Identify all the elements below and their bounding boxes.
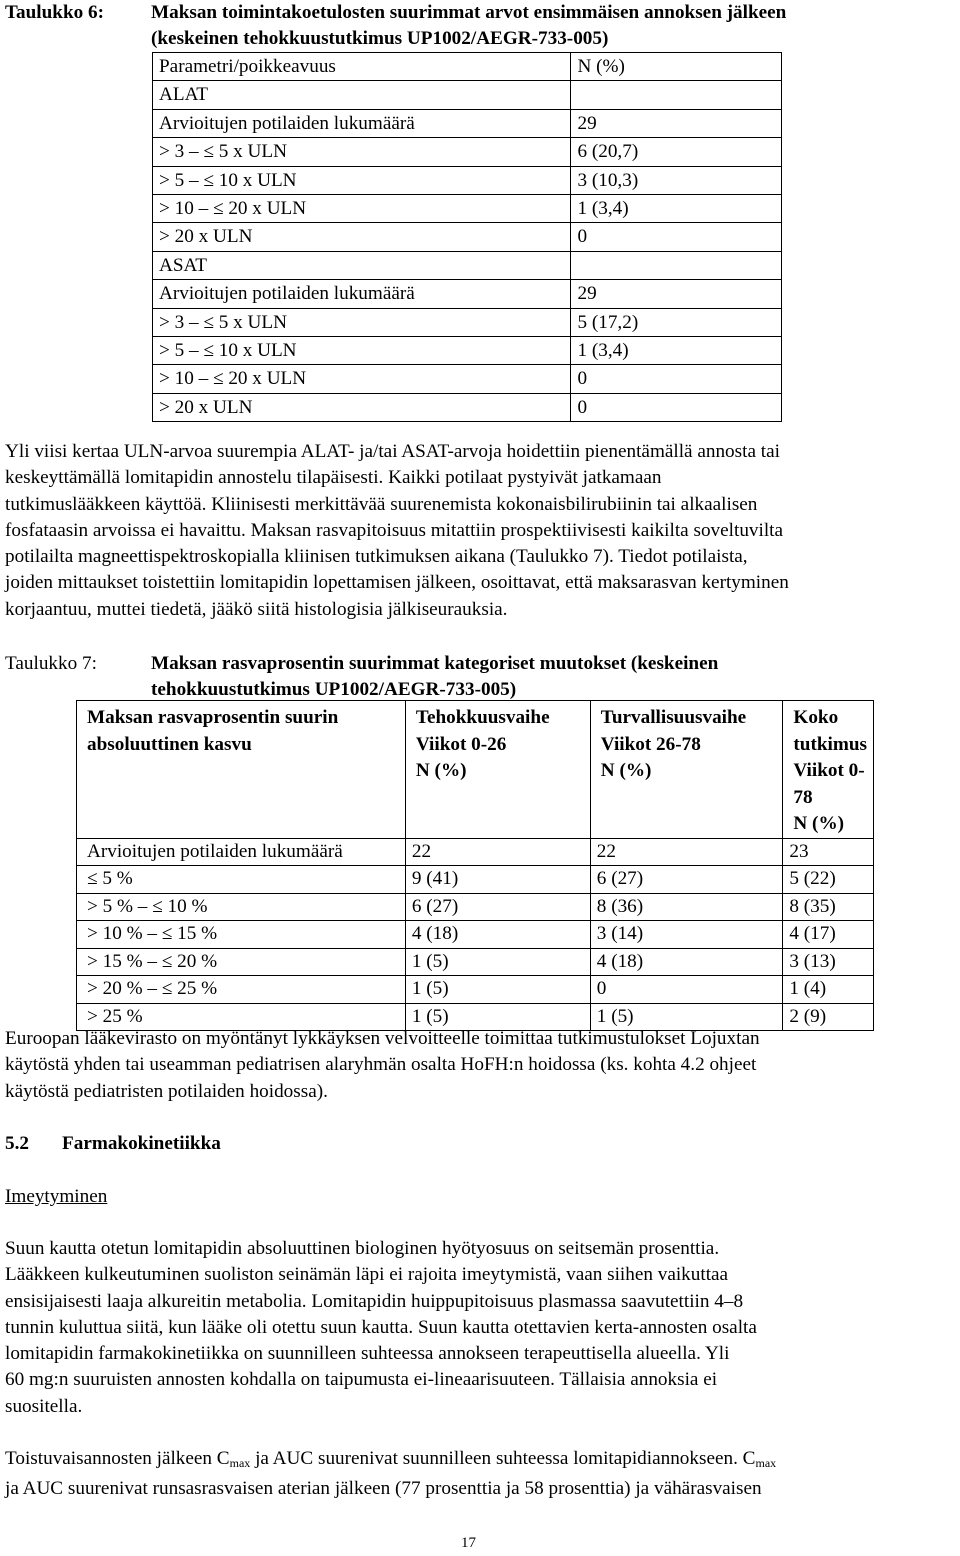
table6-title-line: Maksan toimintakoetulosten suurimmat arvot ensimmäisen annoksen jälkeen xyxy=(151,2,787,23)
text-line: korjaantuu, muttei tiedetä, jääkö siitä histologisia jälkiseurauksia. xyxy=(5,598,508,620)
table-cell-parameter: > 5 – ≤ 10 x ULN xyxy=(153,336,571,364)
table-row xyxy=(153,166,782,194)
table-cell-parameter: ASAT xyxy=(153,251,571,279)
table-cell-value: 6 (20,7) xyxy=(571,138,782,166)
text-line: Euroopan lääkevirasto on myöntänyt lykkäyksen velvoitteelle toimittaa tutkimustulokset Lojuxtan xyxy=(5,1028,760,1049)
table-cell-parameter: > 20 x ULN xyxy=(153,393,571,421)
table-cell-parameter: > 5 – ≤ 10 x ULN xyxy=(153,166,571,194)
section-heading xyxy=(5,1131,221,1157)
table-cell-value xyxy=(571,251,782,279)
table-row xyxy=(77,948,874,976)
table7-title-line: tehokkuustutkimus UP1002/AEGR-733-005) xyxy=(151,679,517,700)
table-cell-value xyxy=(571,81,782,109)
table-cell-value: 4 (18) xyxy=(405,921,590,949)
table-cell-value: N (%) xyxy=(571,53,782,81)
text-line: 60 mg:n suuruisten annosten kohdalla on taipumusta ei-lineaarisuuteen. Tällaisia annoksia ei xyxy=(5,1369,718,1391)
table-row xyxy=(153,308,782,336)
text-line: keskeyttämällä lomitapidin annostelu tilapäisesti. Kaikki potilaat pystyivät jatkamaan xyxy=(5,467,662,489)
table-cell-value: 5 (22) xyxy=(783,866,874,894)
text-line: Suun kautta otetun lomitapidin absoluuttinen biologinen hyötyosuus on seitsemän prosenttia. xyxy=(5,1238,720,1259)
table-cell-value: 6 (27) xyxy=(405,893,590,921)
table6 xyxy=(152,52,782,422)
table-cell-parameter: Arvioitujen potilaiden lukumäärä xyxy=(153,280,571,308)
text-line: joiden mittaukset toistettiin lomitapidin lopettamisen jälkeen, osoittavat, että maksarasvan kertyminen xyxy=(5,572,789,594)
text-line: suositella. xyxy=(5,1395,83,1417)
paragraph-pediatric-deferral xyxy=(5,1026,945,1105)
table-cell-category: > 5 % – ≤ 10 % xyxy=(77,893,406,921)
table-cell-value: 4 (17) xyxy=(783,921,874,949)
table-cell-category: > 10 % – ≤ 15 % xyxy=(77,921,406,949)
table-cell-parameter: > 3 – ≤ 5 x ULN xyxy=(153,308,571,336)
table-row xyxy=(153,194,782,222)
table-cell-parameter: > 10 – ≤ 20 x ULN xyxy=(153,194,571,222)
subheading-absorption: Imeytyminen xyxy=(5,1186,108,1207)
table-header-cell: Turvallisuusvaihe Viikot 26-78 N (%) xyxy=(590,701,783,839)
table-cell-parameter: Parametri/poikkeavuus xyxy=(153,53,571,81)
paragraph-liver-findings xyxy=(5,439,945,623)
table-cell-category: > 25 % xyxy=(77,1003,406,1031)
table-row xyxy=(77,976,874,1004)
table-cell-value: 29 xyxy=(571,109,782,137)
table-cell-parameter: > 3 – ≤ 5 x ULN xyxy=(153,138,571,166)
table-header-cell: Maksan rasvaprosentin suurin absoluuttinen kasvu xyxy=(77,701,406,839)
table-cell-value: 29 xyxy=(571,280,782,308)
table-row xyxy=(77,921,874,949)
table-cell-value: 1 (3,4) xyxy=(571,336,782,364)
table-row xyxy=(77,838,874,866)
table-cell-value: 9 (41) xyxy=(405,866,590,894)
section-title: Farmakokinetiikka xyxy=(62,1133,221,1154)
text-line: tunnin kuluttua siitä, kun lääke oli otettu suun kautta. Suun kautta otettavien kerta-annosten osalta xyxy=(5,1316,757,1338)
table6-caption xyxy=(5,0,945,56)
paragraph-repeat-dosing: Toistuvaisannosten jälkeen $C_{max}$ ja AUC suurenivat suunnilleen suhteessa lomitapidiannokseen. $C_{max}$ ja AUC suurenivat runsasrasvaisen aterian jälkeen (77 prosenttia ja 58 prosenttia) ja vähärasvaisen xyxy=(5,1448,777,1500)
table-cell-value: 2 (9) xyxy=(783,1003,874,1031)
table-cell-category: > 15 % – ≤ 20 % xyxy=(77,948,406,976)
table-cell-value: 8 (35) xyxy=(783,893,874,921)
table-row xyxy=(153,365,782,393)
table-cell-value: 1 (5) xyxy=(405,948,590,976)
table6-label: Taulukko 6: xyxy=(5,2,105,23)
text-line: fosfataasin arvoissa ei havaittu. Maksan rasvapitoisuus mitattiin prospektiivisesti kaikilta soveltuvilta xyxy=(5,519,784,541)
text-line: ensisijaisesti laaja alkureitin metabolia. Lomitapidin huippupitoisuus plasmassa saavutettiin 4–8 xyxy=(5,1290,744,1312)
table-cell-value: 23 xyxy=(783,838,874,866)
table-cell-value: 1 (5) xyxy=(590,1003,783,1031)
table-cell-value: 0 xyxy=(590,976,783,1004)
table-row xyxy=(77,893,874,921)
table-cell-parameter: ALAT xyxy=(153,81,571,109)
table-cell-value: 1 (5) xyxy=(405,976,590,1004)
table-row xyxy=(77,866,874,894)
table-cell-value: 5 (17,2) xyxy=(571,308,782,336)
table-cell-value: 6 (27) xyxy=(590,866,783,894)
table-cell-parameter: > 20 x ULN xyxy=(153,223,571,251)
text-line: potilailta magneettispektroskopialla kliinisen tutkimuksen aikana (Taulukko 7). Tiedot potilaista, xyxy=(5,546,748,568)
table-row xyxy=(153,109,782,137)
table-cell-category: > 20 % – ≤ 25 % xyxy=(77,976,406,1004)
table-cell-value: 22 xyxy=(405,838,590,866)
table-row xyxy=(153,251,782,279)
paragraph-absorption xyxy=(5,1236,945,1420)
text-line: Lääkkeen kulkeutuminen suoliston seinämän läpi ei rajoita imeytymistä, vaan siihen vaikuttaa xyxy=(5,1264,729,1286)
text-line: käytöstä yhden tai useamman pediatrisen alaryhmän osalta HoFH:n hoidossa (ks. kohta 4.2 ohjeet xyxy=(5,1054,757,1076)
table-header-cell: Tehokkuusvaihe Viikot 0-26 N (%) xyxy=(405,701,590,839)
table7-label: Taulukko 7: xyxy=(5,653,97,674)
table-row xyxy=(153,53,782,81)
table-row xyxy=(153,223,782,251)
text-line: Yli viisi kertaa ULN-arvoa suurempia ALAT- ja/tai ASAT-arvoja hoidettiin pienentämällä annosta tai xyxy=(5,441,780,462)
table-cell-value: 1 (4) xyxy=(783,976,874,1004)
table-cell-value: 3 (13) xyxy=(783,948,874,976)
table-row xyxy=(153,336,782,364)
table-cell-value: 3 (14) xyxy=(590,921,783,949)
text-line: tutkimuslääkkeen käyttöä. Kliinisesti merkittävää suurenemista kokonaisbilirubiinin tai alkaalisen xyxy=(5,493,758,515)
table-header-cell: Koko tutkimus Viikot 0-78 N (%) xyxy=(783,701,874,839)
table-cell-value: 0 xyxy=(571,223,782,251)
table-cell-value: 0 xyxy=(571,365,782,393)
table-cell-value: 0 xyxy=(571,393,782,421)
page-number: 17 xyxy=(461,1535,476,1551)
table-row xyxy=(153,81,782,109)
table-cell-value: 1 (3,4) xyxy=(571,194,782,222)
table-row xyxy=(153,393,782,421)
table-cell-parameter: Arvioitujen potilaiden lukumäärä xyxy=(153,109,571,137)
table7-title-line: Maksan rasvaprosentin suurimmat kategoriset muutokset (keskeinen xyxy=(151,653,719,674)
table-cell-value: 1 (5) xyxy=(405,1003,590,1031)
table-cell-parameter: > 10 – ≤ 20 x ULN xyxy=(153,365,571,393)
text-line: lomitapidin farmakokinetiikka on suunnilleen suhteessa annokseen terapeuttisella alueella. Yli xyxy=(5,1343,730,1365)
table7-caption xyxy=(5,651,945,703)
table6-title-line: (keskeinen tehokkuustutkimus UP1002/AEGR-733-005) xyxy=(151,28,609,49)
text-line: käytöstä pediatristen potilaiden hoidossa). xyxy=(5,1080,328,1102)
table-cell-value: 8 (36) xyxy=(590,893,783,921)
table-cell-value: 3 (10,3) xyxy=(571,166,782,194)
table-cell-category: ≤ 5 % xyxy=(77,866,406,894)
table7 xyxy=(76,700,874,1031)
table-cell-value: 22 xyxy=(590,838,783,866)
section-number: 5.2 xyxy=(5,1133,29,1154)
table-cell-value: 4 (18) xyxy=(590,948,783,976)
table-cell-category: Arvioitujen potilaiden lukumäärä xyxy=(77,838,406,866)
table-row xyxy=(153,138,782,166)
table-row xyxy=(153,280,782,308)
